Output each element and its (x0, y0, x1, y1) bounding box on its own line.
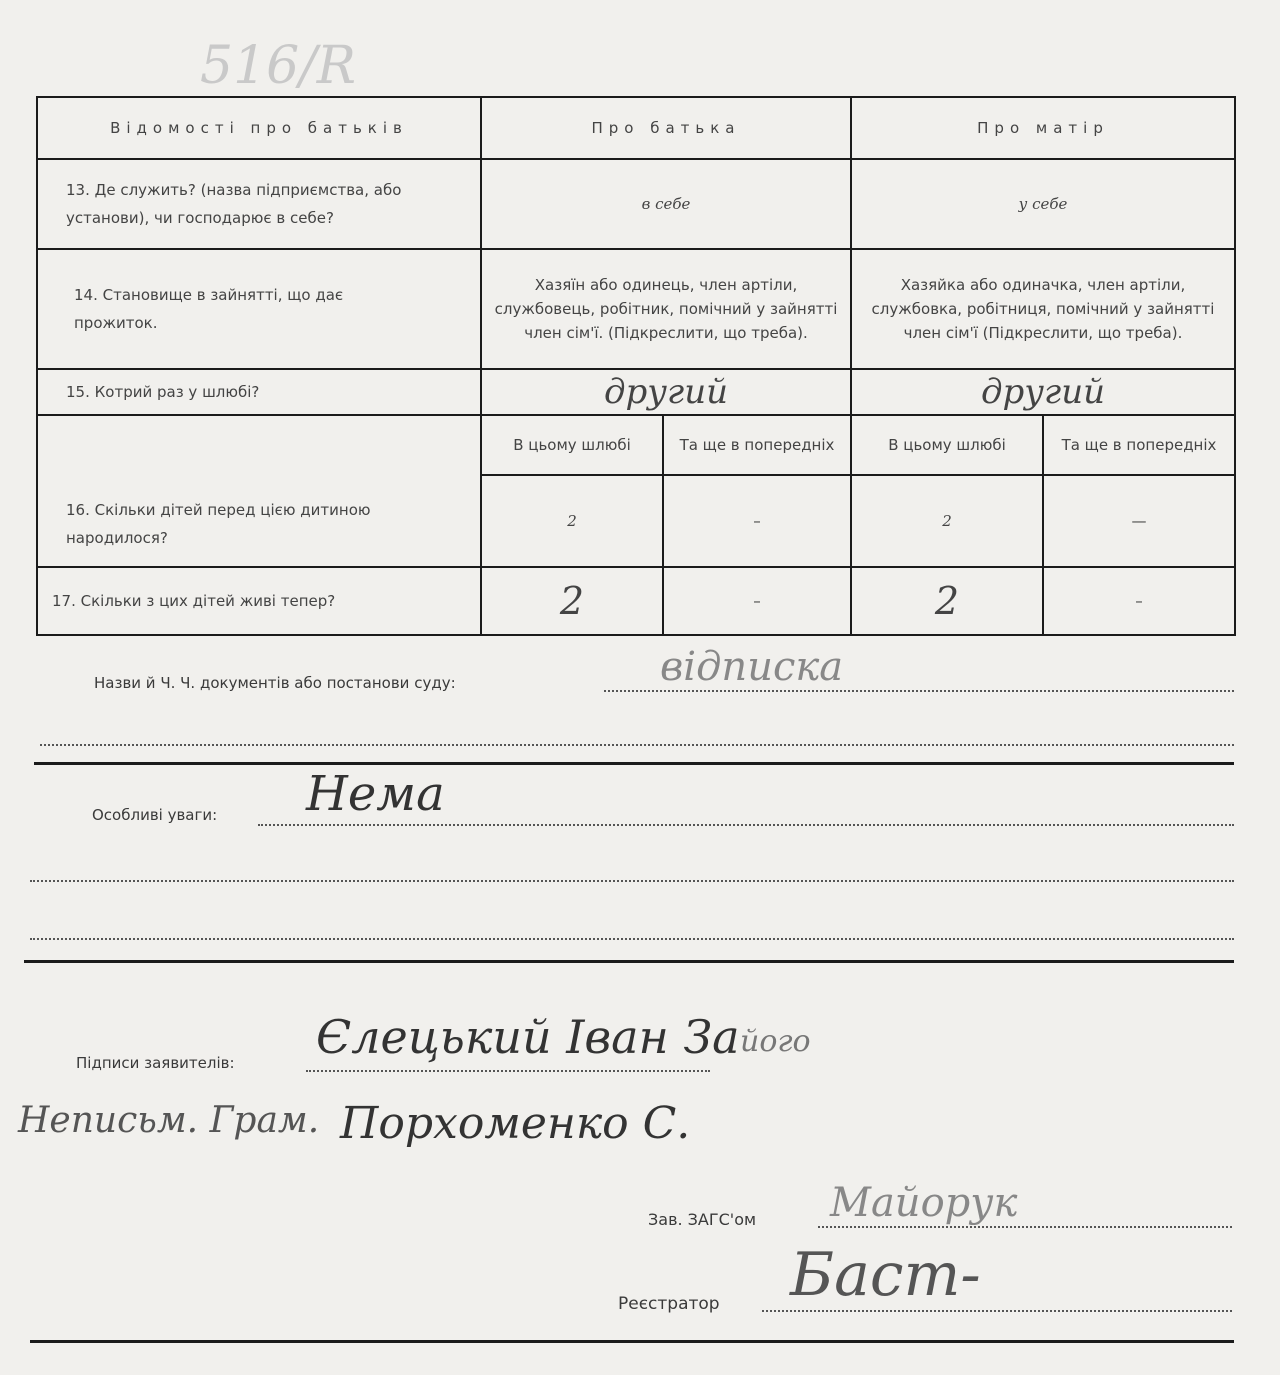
q17-label: 17. Скільки з цих дітей живі тепер? (37, 567, 481, 635)
subheader-father-this-marriage: В цьому шлюбі (481, 415, 663, 475)
q14-father-options: Хазяїн або одинець, член артіли, службовець, робітник, помічний у зайнятті член сім'ї. (Підкреслити, що треба). (481, 249, 851, 369)
q17-mother-prev: – (1043, 567, 1235, 635)
header-parents-info: Відомості про батьків (37, 97, 481, 159)
row-q17 (37, 567, 1235, 635)
signatures-label: Підписи заявителів: (76, 1054, 235, 1072)
subheader-father-previous: Та ще в попередніх (663, 415, 851, 475)
q15-label: 15. Котрий раз у шлюбі? (37, 369, 481, 415)
section-divider-1 (34, 762, 1234, 765)
q16-father-this: 2 (481, 475, 663, 567)
row-q13 (37, 159, 1235, 249)
documents-label: Назви й Ч. Ч. документів або постанови суду: (94, 674, 456, 692)
notes-line (258, 824, 1234, 826)
notes-label: Особливі уваги: (92, 806, 218, 824)
zags-signature: Майорук (830, 1180, 1018, 1226)
documents-value: відписка (660, 644, 844, 690)
documents-line-2 (40, 744, 1234, 746)
row-q15 (37, 369, 1235, 415)
q16-mother-this: 2 (851, 475, 1043, 567)
bottom-border (30, 1340, 1234, 1343)
table-header-row (37, 97, 1235, 159)
q16-label: 16. Скільки дітей перед цією дитиною народилося? (37, 415, 481, 567)
registrar-label: Реєстратор (618, 1294, 720, 1314)
signatures-line (306, 1070, 710, 1072)
documents-line (604, 690, 1234, 692)
header-about-mother: Про матір (851, 97, 1235, 159)
signature-line2a: Неписьм. Грам. (18, 1100, 320, 1141)
q15-mother-value: другий (851, 369, 1235, 415)
parents-info-table (36, 96, 1236, 636)
signature-line2b: Порхоменко С. (340, 1098, 691, 1149)
notes-line-3 (30, 938, 1234, 940)
zags-line (818, 1226, 1232, 1228)
registrar-line (762, 1310, 1232, 1312)
signature-line1: Єлецький Іван За (316, 1010, 740, 1064)
q17-mother-this: 2 (851, 567, 1043, 635)
section-divider-2 (24, 960, 1234, 963)
zags-label: Зав. ЗАГС'ом (648, 1210, 757, 1229)
subheader-mother-this-marriage: В цьому шлюбі (851, 415, 1043, 475)
header-about-father: Про батька (481, 97, 851, 159)
q16-father-prev: – (663, 475, 851, 567)
archive-page-mark: 516/R (200, 36, 356, 96)
q17-father-this: 2 (481, 567, 663, 635)
notes-value: Нема (306, 766, 445, 822)
signature-line1-extra: його (740, 1024, 811, 1059)
q15-father-value: другий (481, 369, 851, 415)
row-subheaders (37, 415, 1235, 475)
subheader-mother-previous: Та ще в попередніх (1043, 415, 1235, 475)
q17-father-prev: – (663, 567, 851, 635)
q13-mother-value: у себе (851, 159, 1235, 249)
q16-mother-prev: — (1043, 475, 1235, 567)
q13-father-value: в себе (481, 159, 851, 249)
registrar-signature: Баст- (790, 1240, 981, 1310)
row-q14 (37, 249, 1235, 369)
q13-label: 13. Де служить? (назва підприємства, або установи), чи господарює в себе? (37, 159, 481, 249)
notes-line-2 (30, 880, 1234, 882)
q14-label: 14. Становище в зайнятті, що дає прожиток. (37, 249, 481, 369)
q14-mother-options: Хазяйка або одиначка, член артіли, службовка, робітниця, помічний у зайнятті член сім'ї (Підкреслити, що треба). (851, 249, 1235, 369)
